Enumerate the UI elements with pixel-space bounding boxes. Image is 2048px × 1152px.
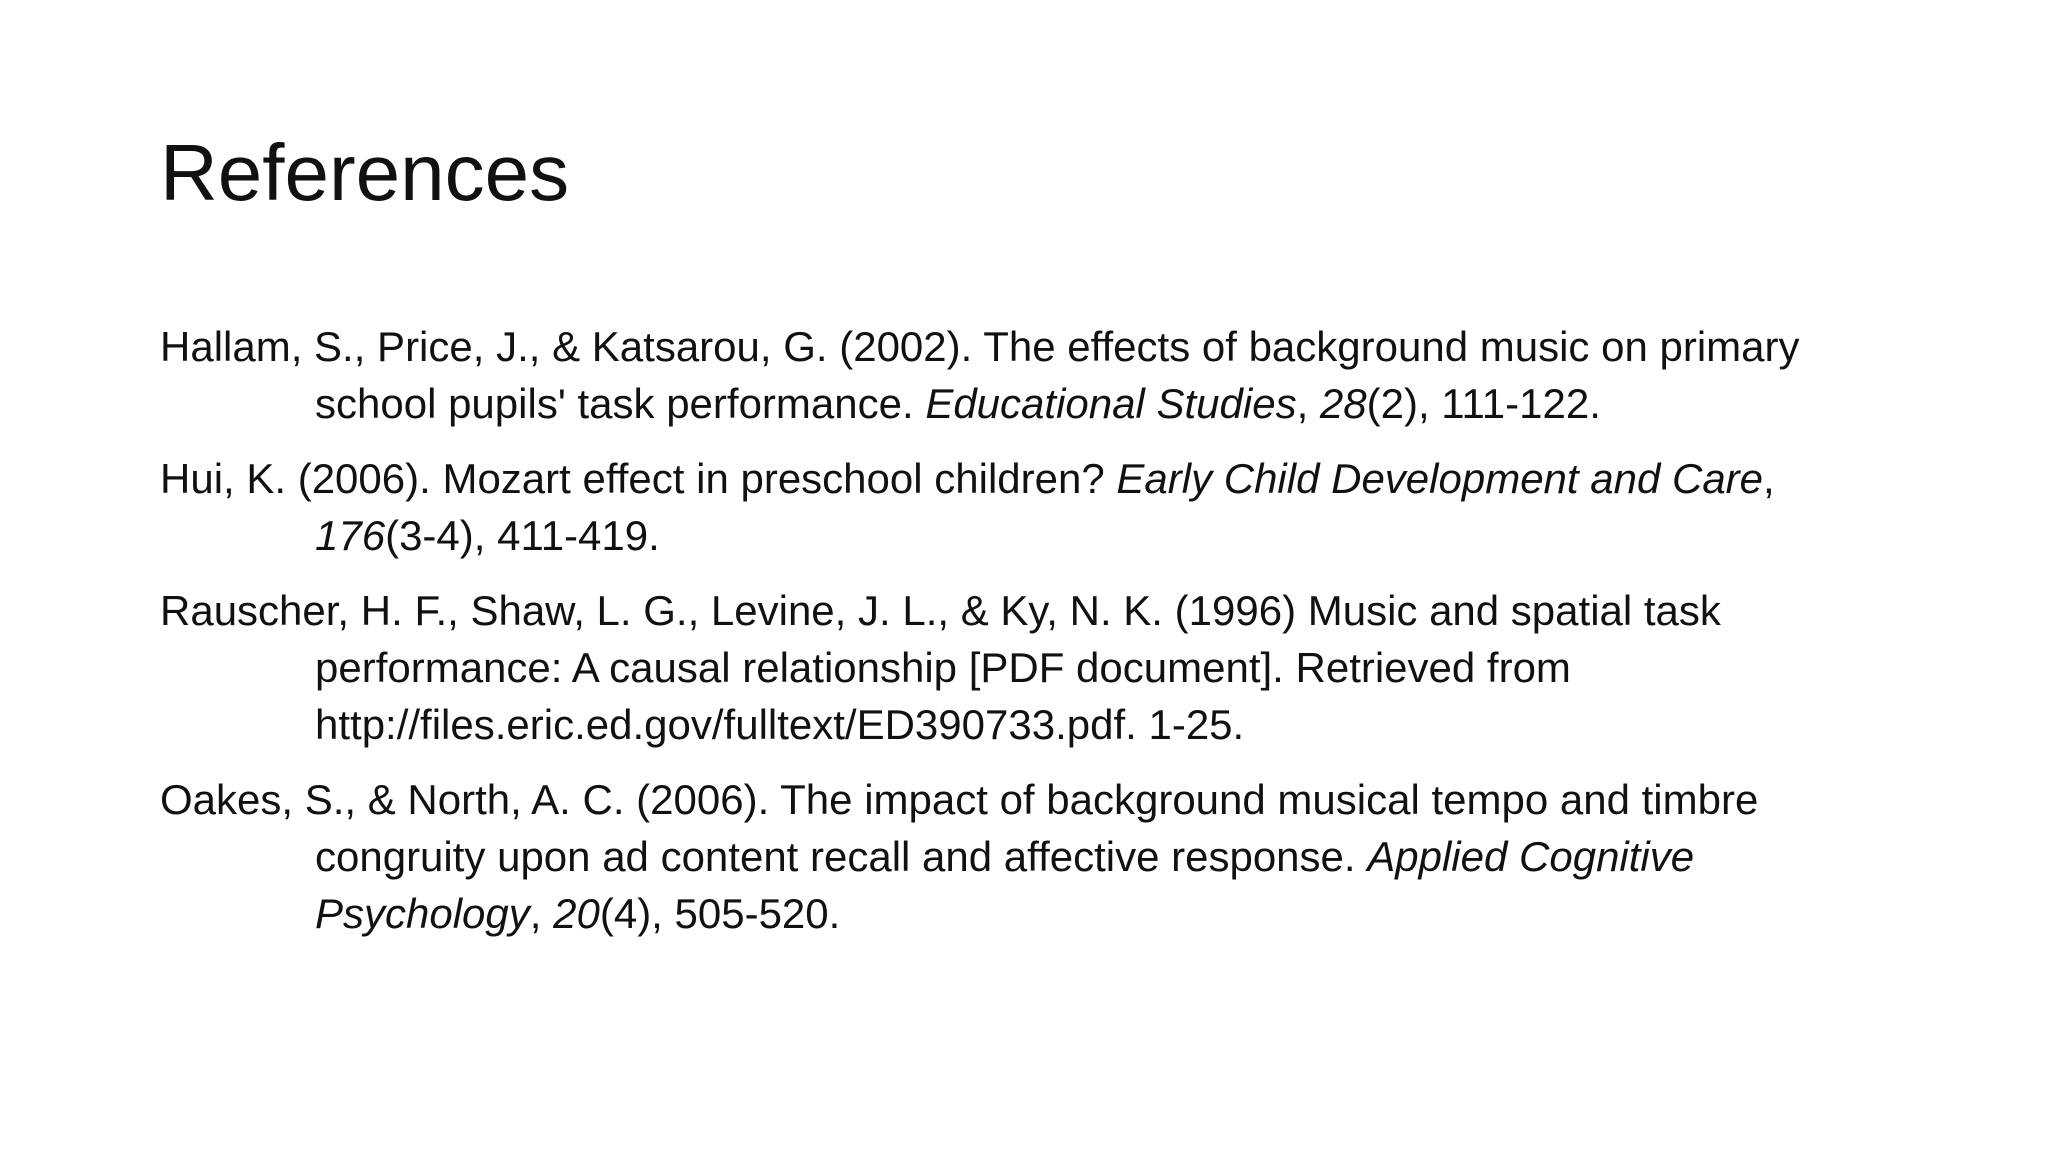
journal-volume: 176	[315, 512, 386, 559]
reference-text: Hui, K. (2006). Mozart effect in preschool children?	[160, 455, 1117, 502]
reference-issue-pages: (3-4), 411-419.	[385, 512, 660, 559]
reference-separator: ,	[529, 890, 554, 937]
reference-item-hallam	[160, 318, 1860, 432]
reference-item-hui	[160, 450, 1860, 564]
reference-item-rauscher	[160, 582, 1860, 753]
reference-item-oakes	[160, 771, 1860, 942]
reference-issue-pages: (4), 505-520.	[599, 890, 841, 937]
reference-list	[160, 318, 1860, 960]
journal-volume: 20	[553, 890, 600, 937]
reference-separator: ,	[1763, 455, 1775, 502]
journal-volume: 28	[1319, 380, 1367, 427]
journal-title: Applied Cognitive Psychology	[315, 833, 1695, 937]
reference-separator: ,	[1296, 380, 1320, 427]
reference-text: Oakes, S., & North, A. C. (2006). The impact of background musical tempo and timbre congruity upon ad content recall and affective response.	[160, 776, 1759, 880]
reference-text: Hallam, S., Price, J., & Katsarou, G. (2002). The effects of background music on primary school pupils' task performance.	[160, 323, 1800, 427]
reference-text: Rauscher, H. F., Shaw, L. G., Levine, J. L., & Ky, N. K. (1996) Music and spatial task performance: A causal relationship [PDF document]. Retrieved from http://files.eric.ed.gov/fulltext/ED390733.pdf. 1-25.	[160, 587, 1721, 748]
reference-issue-pages: (2), 111-122.	[1366, 380, 1601, 427]
journal-title: Early Child Development and Care	[1116, 455, 1764, 502]
slide-title: References	[160, 128, 570, 217]
journal-title: Educational Studies	[925, 380, 1297, 427]
